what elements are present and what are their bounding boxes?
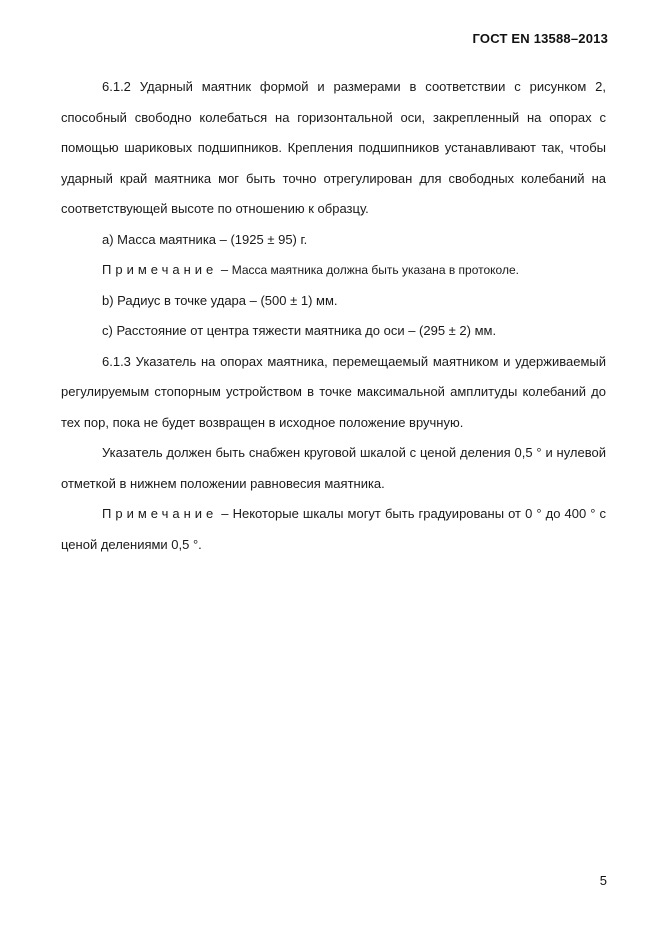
document-code-header: ГОСТ EN 13588–2013 bbox=[472, 31, 608, 46]
note-1-label: Примечание bbox=[102, 262, 218, 277]
clause-6-1-3: 6.1.3 Указатель на опорах маятника, перемещаемый маятником и удерживаемый регулируемым стопорным устройством в точке максимальной амплитуды колебаний до тех пор, пока не будет возвращен в исходное положение вручную. bbox=[61, 353, 606, 430]
item-b-impact-radius: b) Радиус в точке удара – (500 ± 1) мм. bbox=[102, 292, 338, 308]
note-2 bbox=[61, 499, 606, 560]
page-content bbox=[61, 72, 606, 560]
note-1 bbox=[61, 255, 606, 286]
clause-6-1-2: 6.1.2 Ударный маятник формой и размерами в соответствии с рисунком 2, способный свободно колебаться на горизонтальной оси, закрепленный на опорах с помощью шариковых подшипников. Крепления подшипников устанавливают так, чтобы ударный край маятника мог быть точно отрегулирован для свободных колебаний на соответствующей высоте по отношению к образцу. bbox=[61, 79, 606, 216]
note-2-dash: – bbox=[217, 506, 233, 521]
note-2-label: Примечание bbox=[102, 506, 218, 521]
scale-requirement: Указатель должен быть снабжен круговой шкалой с ценой деления 0,5 ° и нулевой отметкой в нижнем положении равновесия маятника. bbox=[61, 445, 606, 491]
page-number: 5 bbox=[599, 873, 607, 888]
note-1-text: Масса маятника должна быть указана в протоколе. bbox=[231, 263, 519, 277]
note-2-text: Некоторые шкалы могут быть градуированы от 0 ° до 400 ° с ценой делениями 0,5 °. bbox=[61, 506, 606, 552]
item-c-center-distance: с) Расстояние от центра тяжести маятника до оси – (295 ± 2) мм. bbox=[102, 323, 497, 338]
item-a-pendulum-mass: а) Масса маятника – (1925 ± 95) г. bbox=[102, 231, 308, 247]
note-1-dash: – bbox=[217, 262, 232, 277]
